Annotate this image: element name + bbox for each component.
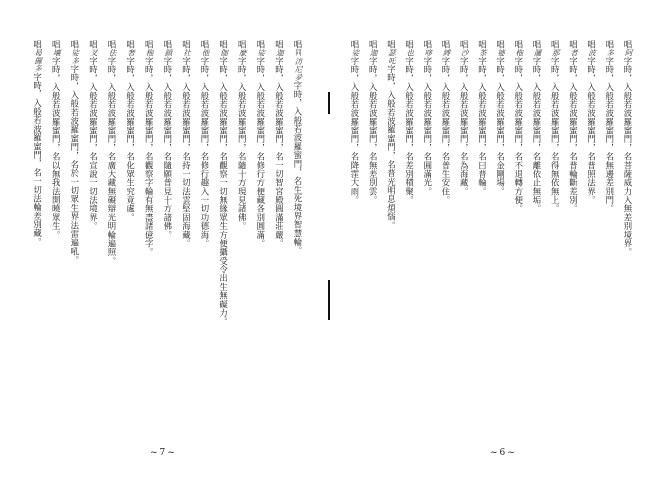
chant-marker: 唱 xyxy=(477,40,488,49)
siddham-syllable: 也 xyxy=(405,48,415,57)
chant-marker: 唱 xyxy=(568,40,579,49)
text-column xyxy=(349,40,361,204)
chant-marker: 唱 xyxy=(51,40,62,49)
text-column xyxy=(69,40,81,264)
chant-marker: 唱 xyxy=(350,40,360,49)
text-column xyxy=(385,40,397,230)
sutra-line: 字時，入般若波羅蜜門，名普輪斷差別。 xyxy=(568,56,579,214)
chant-marker: 唱 xyxy=(200,40,210,49)
chant-marker: 唱 xyxy=(255,40,266,49)
text-column xyxy=(586,40,598,204)
sutra-line: 字時，入般若波羅蜜門，名觀察字輪有無盡諸億字。 xyxy=(144,56,155,257)
siddham-syllable: 伽 xyxy=(219,48,229,57)
text-column xyxy=(50,40,62,239)
sutra-line: 字時，入般若波羅蜜門，名於一切眾生界法雷遍吼。 xyxy=(69,64,80,265)
siddham-syllable: 鎖 xyxy=(163,48,173,57)
siddham-syllable: 沙 xyxy=(460,48,470,57)
siddham-syllable: 迦 xyxy=(275,48,285,57)
chant-marker: 唱 xyxy=(586,40,597,49)
chant-marker: 唱 xyxy=(69,40,80,49)
chant-marker: 唱 xyxy=(293,40,303,49)
siddham-syllable: 多 xyxy=(605,48,615,57)
chant-marker: 唱 xyxy=(274,40,285,49)
text-column xyxy=(567,40,579,213)
chant-marker: 唱 xyxy=(495,40,506,49)
chant-marker: 唱 xyxy=(550,40,561,49)
siddham-syllable: 邏 xyxy=(533,48,542,57)
siddham-syllable: 麼 xyxy=(238,48,248,57)
sutra-line: 字時，入般若波羅蜜門，名修行方便藏各別圓滿。 xyxy=(255,56,266,248)
text-column xyxy=(180,40,192,248)
siddham-syllable: 娑 xyxy=(256,48,266,57)
chant-marker: 唱 xyxy=(459,40,470,49)
text-column xyxy=(476,40,488,196)
chant-marker: 唱 xyxy=(88,40,99,49)
siddham-syllable: 柂 xyxy=(145,48,155,57)
sutra-line: 字時，入般若波羅蜜門，名無差別雲。 xyxy=(368,56,379,205)
siddham-syllable: 他 xyxy=(201,48,210,57)
sutra-line: 字時，入般若波羅蜜門，名圓滿光。 xyxy=(422,56,433,196)
siddham-syllable: 社 xyxy=(182,48,192,57)
text-column xyxy=(549,40,561,213)
sutra-line: 字時，入般若波羅蜜門，名普光明息煩惱。 xyxy=(386,64,397,230)
text-column xyxy=(199,40,211,248)
siddham-syllable: 曷攞多 xyxy=(33,48,43,73)
text-column xyxy=(255,40,267,248)
text-column xyxy=(143,40,155,256)
sutra-line: 字時，入般若波羅蜜門，名一切智宮殿圓滿莊嚴。 xyxy=(274,56,285,248)
chant-marker: 唱 xyxy=(368,40,379,49)
sutra-line: 字時，入般若波羅蜜門，名修行趣入一切功德海。 xyxy=(200,56,210,248)
text-column xyxy=(458,40,470,196)
chant-marker: 唱 xyxy=(441,40,451,49)
text-column xyxy=(513,40,525,213)
sutra-line: 字時，入般若波羅蜜門，名無邊差別門。 xyxy=(604,56,615,214)
siddham-syllable: 瑟吒 xyxy=(387,48,397,65)
text-column xyxy=(218,40,230,326)
chant-marker: 唱 xyxy=(237,40,248,49)
text-column xyxy=(32,40,44,246)
chant-marker: 唱 xyxy=(144,40,155,49)
chant-marker: 唱 xyxy=(162,40,173,49)
sutra-line: 字時，入般若波羅蜜門，名菩薩威力入無差別境界。 xyxy=(623,56,633,257)
siddham-syllable: 汸尼夛 xyxy=(294,57,303,82)
chant-marker: 唱 xyxy=(513,40,524,49)
sutra-line: 字時，入般若波羅蜜門，名一切法輪差別藏。 xyxy=(32,72,43,247)
text-column xyxy=(367,40,379,204)
chant-marker: 唱 xyxy=(404,40,415,49)
text-column xyxy=(125,40,137,222)
sutra-line: 字時，入般若波羅蜜門，名化眾生究竟處。 xyxy=(125,56,136,222)
chant-marker: 唱 xyxy=(604,40,615,49)
siddham-syllable: 迦 xyxy=(369,48,379,57)
siddham-syllable: 叉 xyxy=(89,48,99,57)
sutra-line: 字時，入般若波羅蜜門，名得無依無上。 xyxy=(550,56,561,214)
sutra-line: 字時，入般若波羅蜜門，名差別積聚。 xyxy=(404,56,415,205)
siddham-syllable: 娑多 xyxy=(70,48,80,65)
siddham-syllable: 娑 xyxy=(351,48,360,57)
siddham-syllable: 縛 xyxy=(442,48,451,57)
text-column xyxy=(87,40,99,230)
siddham-syllable: 波 xyxy=(587,48,597,57)
text-column xyxy=(604,40,616,213)
text-column xyxy=(106,40,118,265)
siddham-syllable: 者 xyxy=(569,48,579,57)
chant-marker: 唱 xyxy=(107,40,117,49)
text-column xyxy=(162,40,174,239)
page-number-left: ~7~ xyxy=(150,448,177,458)
sutra-line: 字時，入般若波羅蜜門，名不退轉方便。 xyxy=(513,56,524,214)
sutra-line: 字時，入般若波羅蜜門，名宣說一切法境界。 xyxy=(88,56,99,231)
sutra-line: 字時，入般若波羅蜜門，名普照法界。 xyxy=(586,56,597,205)
chant-marker: 唱 xyxy=(386,40,397,49)
text-column xyxy=(622,40,634,256)
text-column xyxy=(495,40,507,196)
chant-marker: 唱 xyxy=(125,40,136,49)
sutra-line: 字時，入般若波羅蜜門，名普生安住。 xyxy=(441,56,451,205)
siddham-syllable: 佉 xyxy=(108,48,117,57)
column-heading: 同 xyxy=(294,48,302,56)
right-page xyxy=(330,0,660,480)
siddham-syllable: 阿 xyxy=(624,48,633,57)
chant-marker: 唱 xyxy=(623,40,633,49)
sutra-line: 字時，入般若波羅蜜門，名以無我法開曉眾生。 xyxy=(51,56,62,240)
chant-marker: 唱 xyxy=(181,40,192,49)
siddham-syllable: 婆 xyxy=(496,48,506,57)
siddham-syllable: 壤 xyxy=(52,48,62,57)
chant-marker: 唱 xyxy=(32,40,43,49)
chant-marker: 唱 xyxy=(532,40,542,49)
text-column xyxy=(236,40,248,230)
text-column xyxy=(404,40,416,204)
text-column xyxy=(531,40,543,213)
text-column xyxy=(273,40,285,248)
sutra-line: 字時，入般若波羅蜜門，名隨願普見十方諸佛。 xyxy=(162,56,173,240)
sutra-line: 字時，入般若波羅蜜門，名曰普輪。 xyxy=(477,56,488,196)
sutra-line: 字時，入般若波羅蜜門，名觀察一切無緣眾生方便攝受令出生無礙力。 xyxy=(218,56,229,326)
siddham-syllable: 茶 xyxy=(478,48,488,57)
sutra-line: 字時，入般若波羅蜜門，名降霔大雨。 xyxy=(350,56,360,205)
siddham-syllable: 哆 xyxy=(423,48,433,57)
sutra-line: 字時，入般若波羅蜜門，名為海藏。 xyxy=(459,56,470,196)
chant-marker: 唱 xyxy=(422,40,433,49)
sutra-line: 字時，入般若波羅蜜門，名生死境界智慧輪。 xyxy=(293,81,303,256)
sutra-line: 字時，入般若波羅蜜門，名持一切法雲堅固海藏。 xyxy=(181,56,192,248)
siddham-syllable: 柂 xyxy=(514,48,524,57)
siddham-syllable: 那 xyxy=(551,48,561,57)
siddham-syllable: 奢 xyxy=(126,48,136,57)
text-column xyxy=(440,40,452,204)
sutra-line: 字時，入般若波羅蜜門，名廣大藏無礙辯光明輪遍照。 xyxy=(107,56,117,266)
text-column xyxy=(292,40,304,255)
sutra-line: 字時，入般若波羅蜜門，名金剛場。 xyxy=(495,56,506,196)
page-number-right: ~6~ xyxy=(490,448,517,458)
sutra-line: 字時，入般若波羅蜜門，名隨十方現見諸佛。 xyxy=(237,56,248,231)
sutra-line: 字時，入般若波羅蜜門，名離依止無垢。 xyxy=(532,56,542,214)
chant-marker: 唱 xyxy=(218,40,229,49)
text-column xyxy=(422,40,434,196)
